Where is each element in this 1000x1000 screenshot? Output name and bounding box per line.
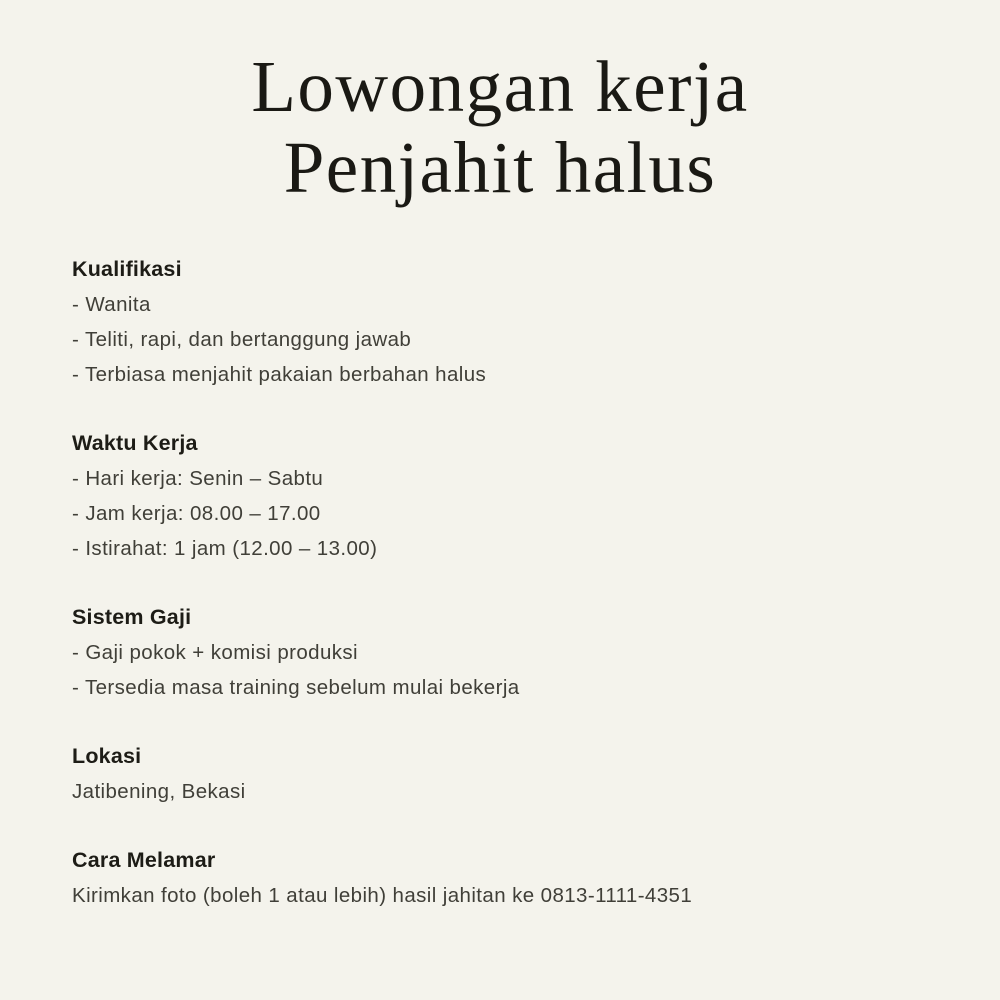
section-heading-sistem-gaji: Sistem Gaji xyxy=(72,605,192,629)
section-waktu-kerja xyxy=(72,426,928,566)
list-item: - Terbiasa menjahit pakaian berbahan halus xyxy=(72,363,487,386)
poster-content xyxy=(0,208,1000,913)
section-kualifikasi xyxy=(72,252,928,392)
list-item: Kirimkan foto (boleh 1 atau lebih) hasil jahitan ke 0813-1111-4351 xyxy=(72,884,693,907)
poster-title xyxy=(0,0,1000,208)
list-item: - Teliti, rapi, dan bertanggung jawab xyxy=(72,328,412,351)
list-item: - Hari kerja: Senin – Sabtu xyxy=(72,467,324,490)
list-item: - Wanita xyxy=(72,293,151,316)
section-heading-waktu-kerja: Waktu Kerja xyxy=(72,431,198,455)
section-heading-lokasi: Lokasi xyxy=(72,744,142,768)
title-line-2: Penjahit halus xyxy=(283,127,717,208)
section-heading-cara-melamar: Cara Melamar xyxy=(72,848,216,872)
section-lokasi xyxy=(72,739,928,809)
list-item: - Gaji pokok + komisi produksi xyxy=(72,641,359,664)
list-item: - Tersedia masa training sebelum mulai bekerja xyxy=(72,676,520,699)
title-line-1: Lowongan kerja xyxy=(251,46,749,127)
list-item: - Jam kerja: 08.00 – 17.00 xyxy=(72,502,321,525)
list-item: - Istirahat: 1 jam (12.00 – 13.00) xyxy=(72,537,378,560)
section-heading-kualifikasi: Kualifikasi xyxy=(72,257,182,281)
list-item: Jatibening, Bekasi xyxy=(72,780,246,803)
section-cara-melamar xyxy=(72,843,928,913)
section-sistem-gaji xyxy=(72,600,928,705)
